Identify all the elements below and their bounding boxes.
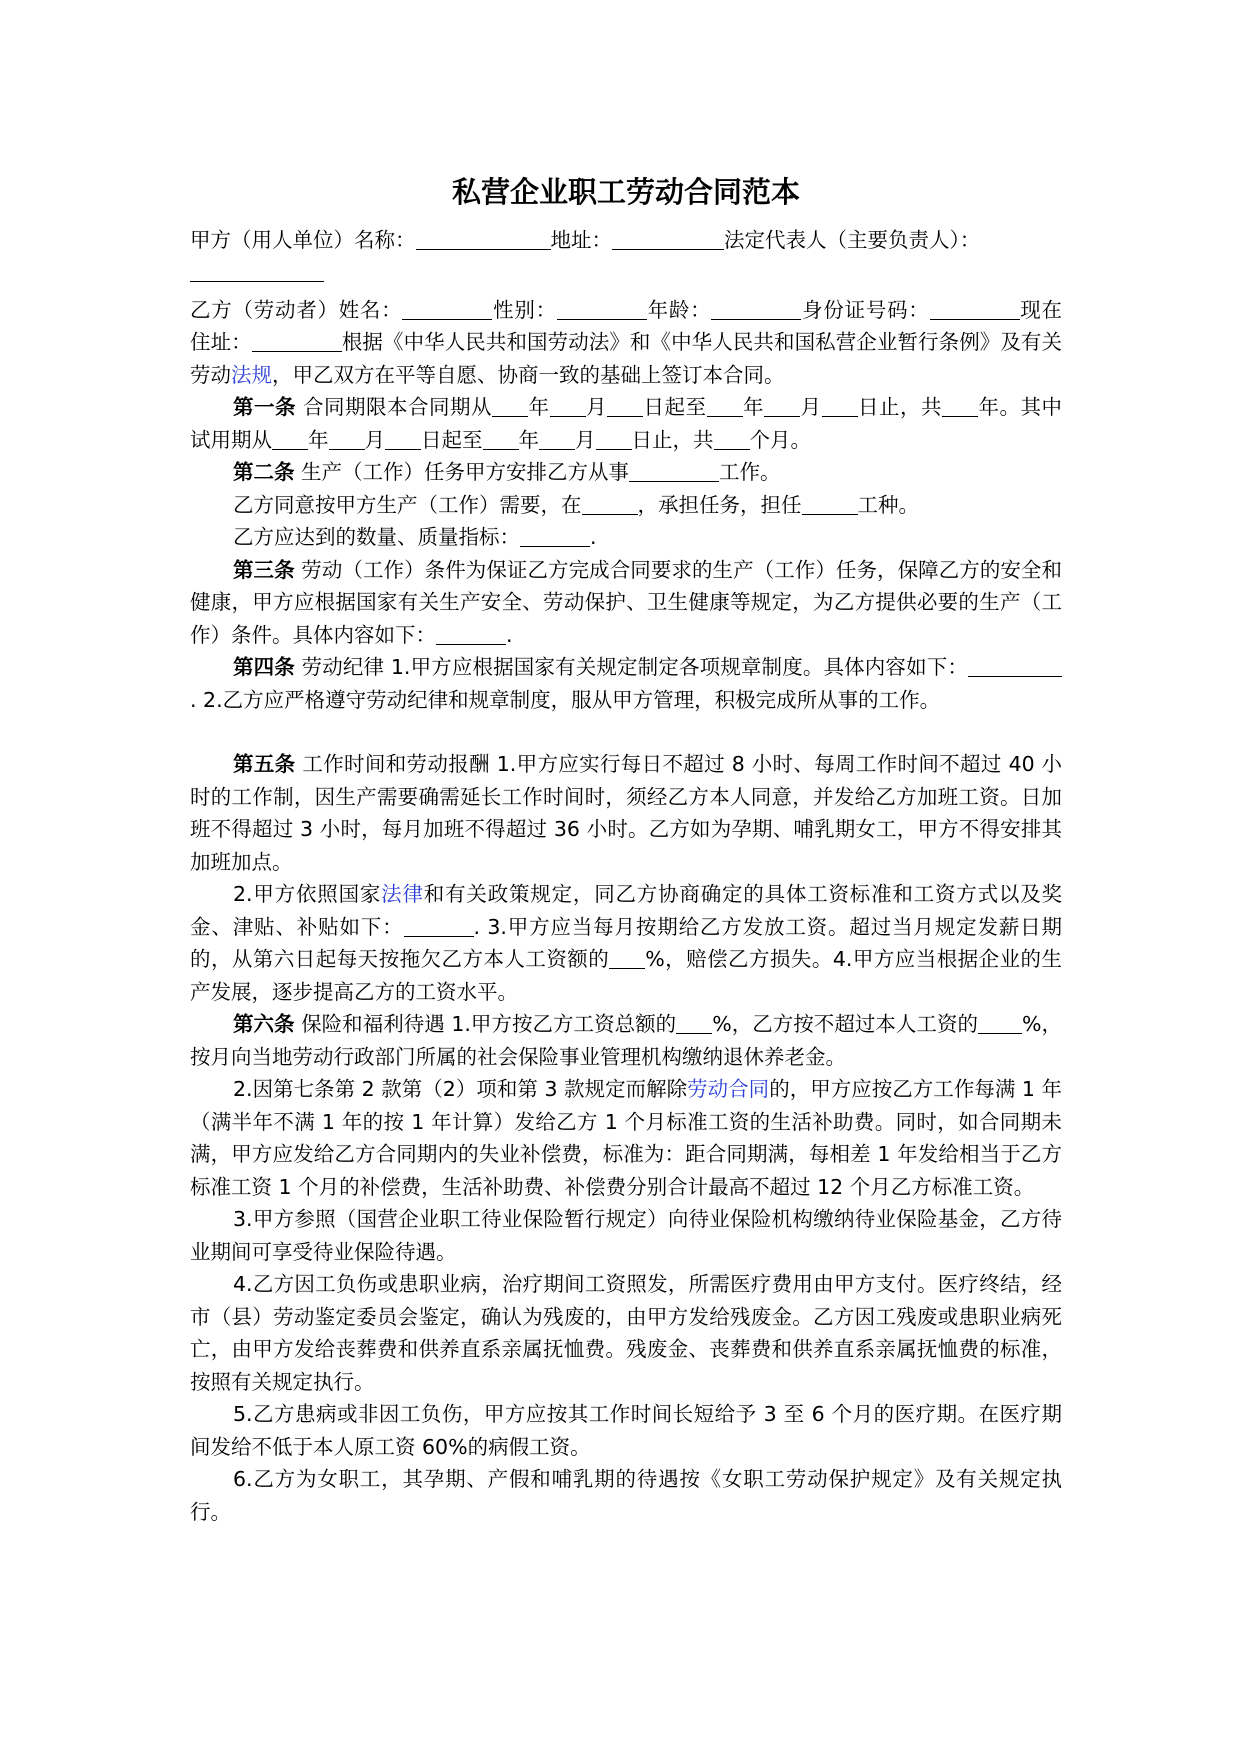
article-5: 第五条 工作时间和劳动报酬 1.甲方应实行每日不超过 8 小时、每周工作时间不超过 40 小时的工作制，因生产需要确需延长工作时间时，须经乙方本人同意，并发给乙方加班工资。日加班不得超过 3 小时，每月加班不得超过 36 小时。乙方如为孕期、哺乳期女工，甲方不得安排其加班加点。 — [190, 752, 1062, 874]
fill-blank[interactable] — [385, 428, 421, 450]
fill-blank[interactable] — [596, 428, 632, 450]
fill-blank[interactable] — [942, 395, 978, 417]
article-label: 第二条 — [233, 460, 295, 484]
article-6-p3: 3.甲方参照（国营企业职工待业保险暂行规定）向待业保险机构缴纳待业保险基金，乙方待业期间可享受待业保险待遇。 — [190, 1207, 1062, 1264]
link-regulation[interactable]: 法规 — [231, 362, 272, 387]
article-6: 第六条 保险和福利待遇 1.甲方按乙方工资总额的 %，乙方按不超过本人工资的 %，按月向当地劳动行政部门所属的社会保险事业管理机构缴纳退休养老金。 — [190, 1012, 1063, 1069]
article-2-line-3: 乙方应达到的数量、质量指标： . — [233, 525, 597, 549]
fill-blank[interactable] — [404, 915, 474, 937]
fill-blank[interactable] — [629, 460, 719, 482]
article-label: 第一条 — [233, 395, 296, 419]
fill-blank[interactable] — [714, 428, 750, 450]
fill-blank[interactable] — [582, 493, 638, 515]
fill-blank[interactable] — [272, 428, 308, 450]
fill-blank[interactable] — [764, 395, 800, 417]
article-6-p2: 2.因第七条第 2 款第（2）项和第 3 款规定而解除劳动合同的，甲方应按乙方工作每满 1 年（满半年不满 1 年的按 1 年计算）发给乙方 1 个月标准工资的生活补助费。同时，如合同期未满，甲方应发给乙方合同期内的失业补偿费，标准为：距合同期满，每相差 1 年发给相当于乙方标准工资 1 个月的补偿费，生活补助费、补偿费分别合计最高不超过 12 个月乙方标准工资。 — [190, 1077, 1062, 1199]
fill-blank[interactable] — [676, 1012, 712, 1034]
article-label: 第六条 — [233, 1012, 295, 1036]
article-label: 第五条 — [233, 752, 296, 776]
article-3: 第三条 劳动（工作）条件为保证乙方完成合同要求的生产（工作）任务，保障乙方的安全和健康，甲方应根据国家有关生产安全、劳动保护、卫生健康等规定，为乙方提供必要的生产（工作）条件。具体内容如下： . — [190, 557, 1062, 647]
fill-blank[interactable] — [802, 493, 858, 515]
fill-blank[interactable] — [252, 330, 342, 352]
document-body — [190, 172, 1062, 1528]
paragraph-gap — [190, 716, 1062, 748]
article-5-p2: 2.甲方依照国家法律和有关政策规定，同乙方协商确定的具体工资标准和工资方式以及奖金、津贴、补贴如下： . 3.甲方应当每月按期给乙方发放工资。超过当月规定发薪日期的，从第六日起每天按拖欠乙方本人工资额的 %，赔偿乙方损失。4.甲方应当根据企业的生产发展，逐步提高乙方的工资水平。 — [190, 882, 1063, 1004]
fill-blank[interactable] — [483, 428, 519, 450]
fill-blank[interactable] — [707, 395, 743, 417]
fill-blank[interactable] — [822, 395, 858, 417]
article-4: 第四条 劳动纪律 1.甲方应根据国家有关规定制定各项规章制度。具体内容如下：. 2.乙方应严格遵守劳动纪律和规章制度，服从甲方管理，积极完成所从事的工作。 — [190, 651, 1062, 716]
fill-blank[interactable] — [968, 655, 1062, 677]
fill-blank[interactable] — [607, 395, 643, 417]
fill-blank[interactable] — [329, 428, 365, 450]
document-title: 私营企业职工劳动合同范本 — [451, 175, 800, 209]
article-6-p5: 5.乙方患病或非因工负伤，甲方应按其工作时间长短给予 3 至 6 个月的医疗期。在医疗期间发给不低于本人原工资 60%的病假工资。 — [190, 1402, 1062, 1459]
party-b-paragraph: 乙方（劳动者）姓名： 性别： 年龄： 身份证号码： 现在住址： 根据《中华人民共和国劳动法》和《中华人民共和国私营企业暂行条例》及有关劳动法规，甲乙双方在平等自愿、协商一致的基础上签订本合同。 — [190, 297, 1063, 387]
fill-blank[interactable] — [930, 298, 1020, 320]
article-label: 第四条 — [233, 655, 295, 679]
party-a-line: 甲方（用人单位）名称： 地址： 法定代表人（主要负责人）： — [190, 228, 981, 252]
fill-blank[interactable] — [609, 947, 645, 969]
fill-blank[interactable] — [520, 525, 590, 547]
article-6-p6: 6.乙方为女职工，其孕期、产假和哺乳期的待遇按《女职工劳动保护规定》及有关规定执行。 — [190, 1467, 1062, 1524]
article-6-p4: 4.乙方因工负伤或患职业病，治疗期间工资照发，所需医疗费用由甲方支付。医疗终结，经市（县）劳动鉴定委员会鉴定，确认为残废的，由甲方发给残废金。乙方因工残废或患职业病死亡，由甲方发给丧葬费和供养直系亲属抚恤费。残废金、丧葬费和供养直系亲属抚恤费的标准，按照有关规定执行。 — [190, 1272, 1062, 1394]
fill-blank[interactable] — [978, 1012, 1022, 1034]
fill-blank[interactable] — [711, 298, 801, 320]
fill-blank[interactable] — [492, 395, 528, 417]
fill-blank[interactable] — [436, 623, 506, 645]
fill-blank[interactable] — [402, 298, 492, 320]
article-1: 第一条 合同期限本合同期从 年 月 日起至 年 月 日止，共 年。其中试用期从 年 月 日起至 年 月 日止，共 个月。 — [190, 395, 1063, 452]
fill-blank[interactable] — [190, 257, 324, 282]
article-label: 第三条 — [233, 557, 295, 582]
fill-blank[interactable] — [557, 298, 647, 320]
fill-blank[interactable] — [612, 228, 724, 250]
fill-blank[interactable] — [416, 228, 551, 250]
link-labor-contract[interactable]: 劳动合同 — [687, 1077, 770, 1101]
fill-blank[interactable] — [539, 428, 575, 450]
article-2-line-2: 乙方同意按甲方生产（工作）需要，在 ，承担任务，担任 工种。 — [233, 492, 919, 517]
link-law[interactable]: 法律 — [381, 882, 424, 906]
article-2: 第二条 生产（工作）任务甲方安排乙方从事 工作。 — [233, 460, 781, 484]
fill-blank[interactable] — [550, 395, 586, 417]
